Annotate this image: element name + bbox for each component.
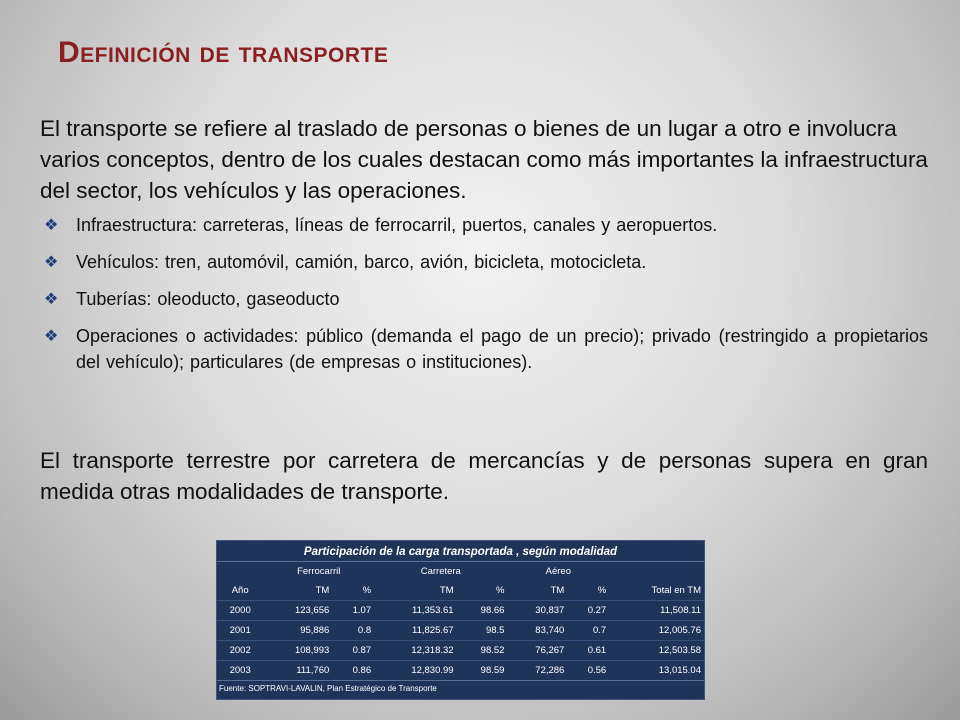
bullet-list [44,212,928,385]
table-row [217,641,704,661]
table-cell: 2002 [217,641,263,661]
table-row [217,621,704,641]
table-cell: 12,005.76 [609,621,704,641]
group-header-row [217,562,704,581]
table-cell: 11,508.11 [609,601,704,621]
list-item-text: Tuberías: oleoducto, gaseoducto [76,289,340,309]
list-item-text: Operaciones o actividades: público (demanda el pago de un precio); privado (restringido a propietarios del vehículo); particulares (de empresas o instituciones). [76,326,928,372]
table-cell: 2001 [217,621,263,641]
cargo-table [216,540,705,700]
diamond-bullet-icon: ❖ [44,328,59,345]
diamond-bullet-icon: ❖ [44,217,59,234]
list-item-text: Infraestructura: carreteras, líneas de ferrocarril, puertos, canales y aeropuertos. [76,215,718,235]
table-cell: 72,286 [507,661,567,681]
column-header: Año [231,585,249,596]
column-header: TM [439,585,454,596]
table-cell: 98.59 [457,661,508,681]
table-cell: 98.52 [457,641,508,661]
column-header: % [597,585,607,596]
table-cell: 123,656 [263,601,332,621]
table-cell: 0.61 [567,641,609,661]
list-item [44,212,928,239]
table-row [217,601,704,621]
table-cell: 12,318.32 [374,641,456,661]
table-cell: 111,760 [263,661,332,681]
table-cell: 11,825.67 [374,621,456,641]
table-title: Participación de la carga transportada , según modalidad [217,541,704,562]
table-cell: 0.7 [567,621,609,641]
intro-paragraph: El transporte se refiere al traslado de personas o bienes de un lugar a otro e involucra varios conceptos, dentro de los cuales destacan como más importantes la infraestructura del sector, los vehículos y las operaciones. [40,116,928,203]
table-cell: 2000 [217,601,263,621]
column-header: TM [315,585,330,596]
column-header: Total en TM [651,585,701,596]
table-cell: 76,267 [507,641,567,661]
column-header: TM [550,585,565,596]
table-cell: 11,353.61 [374,601,456,621]
table-cell: 95,886 [263,621,332,641]
table-cell: 108,993 [263,641,332,661]
table-source: Fuente: SOPTRAVI-LAVALIN, Plan Estratégico de Transporte [217,680,704,696]
diamond-bullet-icon: ❖ [44,291,59,308]
page-title: Definición de transporte [58,36,389,69]
table-cell: 98.66 [457,601,508,621]
table-cell: 2003 [217,661,263,681]
list-item [44,249,928,276]
table-cell: 12,503.58 [609,641,704,661]
table-cell: 83,740 [507,621,567,641]
column-header-row [217,581,704,601]
diamond-bullet-icon: ❖ [44,254,59,271]
table-row [217,661,704,681]
column-header: % [362,585,372,596]
table-cell: 12,830.99 [374,661,456,681]
table-cell: 1.07 [332,601,374,621]
group-header: Ferrocarril [297,566,341,577]
table-cell: 0.56 [567,661,609,681]
column-header: % [496,585,505,596]
list-item-text: Vehículos: tren, automóvil, camión, barco, avión, bicicleta, motocicleta. [76,252,647,272]
list-item [44,286,928,313]
group-header: Aéreo [545,566,571,577]
table-cell: 30,837 [507,601,567,621]
list-item [44,323,928,375]
table-cell: 0.8 [332,621,374,641]
closing-paragraph: El transporte terrestre por carretera de mercancías y de personas supera en gran medida otras modalidades de transporte. [40,448,928,504]
table-cell: 0.86 [332,661,374,681]
data-table [217,562,704,680]
table-cell: 13,015.04 [609,661,704,681]
table-cell: 98.5 [457,621,508,641]
group-header: Carretera [420,566,461,577]
table-cell: 0.87 [332,641,374,661]
table-cell: 0.27 [567,601,609,621]
